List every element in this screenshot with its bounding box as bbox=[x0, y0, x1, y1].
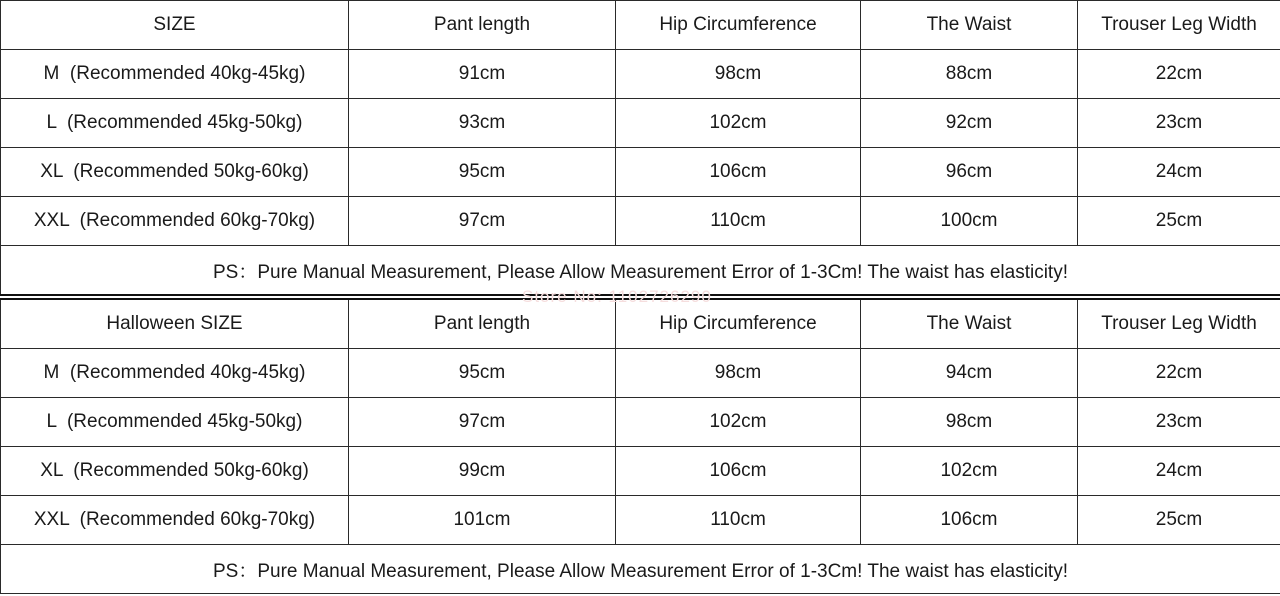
table-header-row bbox=[1, 1, 1280, 50]
table-cell: 22cm bbox=[1078, 349, 1280, 398]
table-row bbox=[1, 99, 1280, 148]
column-header: Trouser Leg Width bbox=[1078, 1, 1280, 50]
table-cell: 106cm bbox=[616, 148, 861, 197]
column-header: The Waist bbox=[861, 1, 1078, 50]
table-cell: 88cm bbox=[861, 50, 1078, 99]
table-row bbox=[1, 447, 1280, 496]
measurement-note: PS：Pure Manual Measurement, Please Allow Measurement Error of 1-3Cm! The waist has elasticity! bbox=[1, 545, 1280, 594]
note-row bbox=[1, 545, 1280, 594]
table-cell: 23cm bbox=[1078, 398, 1280, 447]
size-cell: XXL (Recommended 60kg-70kg) bbox=[1, 197, 349, 246]
table-row bbox=[1, 349, 1280, 398]
column-header: Hip Circumference bbox=[616, 299, 861, 349]
table-cell: 97cm bbox=[349, 197, 616, 246]
size-table bbox=[0, 0, 1280, 296]
table-cell: 98cm bbox=[616, 349, 861, 398]
measurement-note: PS：Pure Manual Measurement, Please Allow Measurement Error of 1-3Cm! The waist has elasticity! bbox=[1, 246, 1280, 296]
table-cell: 25cm bbox=[1078, 197, 1280, 246]
table-cell: 100cm bbox=[861, 197, 1078, 246]
table-cell: 94cm bbox=[861, 349, 1078, 398]
table-cell: 24cm bbox=[1078, 148, 1280, 197]
size-cell: L (Recommended 45kg-50kg) bbox=[1, 99, 349, 148]
size-cell: L (Recommended 45kg-50kg) bbox=[1, 398, 349, 447]
table-cell: 110cm bbox=[616, 197, 861, 246]
table-cell: 95cm bbox=[349, 349, 616, 398]
table-row bbox=[1, 148, 1280, 197]
table-cell: 102cm bbox=[616, 99, 861, 148]
table-cell: 101cm bbox=[349, 496, 616, 545]
size-cell: XL (Recommended 50kg-60kg) bbox=[1, 447, 349, 496]
table-cell: 25cm bbox=[1078, 496, 1280, 545]
table-cell: 92cm bbox=[861, 99, 1078, 148]
table-row bbox=[1, 50, 1280, 99]
table-cell: 96cm bbox=[861, 148, 1078, 197]
table-cell: 106cm bbox=[861, 496, 1078, 545]
note-row bbox=[1, 246, 1280, 296]
size-cell: M (Recommended 40kg-45kg) bbox=[1, 349, 349, 398]
column-header: Trouser Leg Width bbox=[1078, 299, 1280, 349]
table-cell: 24cm bbox=[1078, 447, 1280, 496]
column-header: SIZE bbox=[1, 1, 349, 50]
table-cell: 91cm bbox=[349, 50, 616, 99]
table-row bbox=[1, 398, 1280, 447]
column-header: The Waist bbox=[861, 299, 1078, 349]
column-header: Pant length bbox=[349, 1, 616, 50]
table-cell: 97cm bbox=[349, 398, 616, 447]
size-cell: XXL (Recommended 60kg-70kg) bbox=[1, 496, 349, 545]
column-header: Pant length bbox=[349, 299, 616, 349]
table-cell: 102cm bbox=[861, 447, 1078, 496]
size-cell: XL (Recommended 50kg-60kg) bbox=[1, 148, 349, 197]
table-cell: 99cm bbox=[349, 447, 616, 496]
table-header-row bbox=[1, 299, 1280, 349]
table-cell: 93cm bbox=[349, 99, 616, 148]
table-row bbox=[1, 496, 1280, 545]
table-cell: 110cm bbox=[616, 496, 861, 545]
table-cell: 102cm bbox=[616, 398, 861, 447]
store-watermark: Store No: 1102726290 bbox=[522, 287, 712, 306]
table-cell: 98cm bbox=[861, 398, 1078, 447]
table-cell: 98cm bbox=[616, 50, 861, 99]
table-cell: 22cm bbox=[1078, 50, 1280, 99]
column-header: Hip Circumference bbox=[616, 1, 861, 50]
table-row bbox=[1, 197, 1280, 246]
column-header: Halloween SIZE bbox=[1, 299, 349, 349]
halloween-size-table bbox=[0, 298, 1280, 594]
size-cell: M (Recommended 40kg-45kg) bbox=[1, 50, 349, 99]
table-cell: 106cm bbox=[616, 447, 861, 496]
table-cell: 23cm bbox=[1078, 99, 1280, 148]
table-cell: 95cm bbox=[349, 148, 616, 197]
